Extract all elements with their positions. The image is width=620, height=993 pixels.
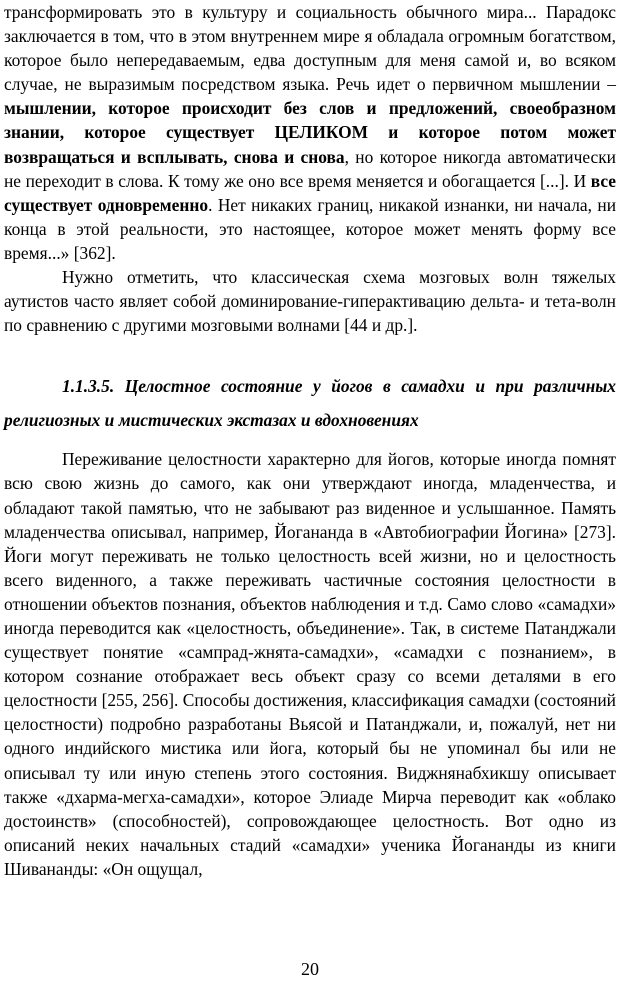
section-number: 1.1.3.5. [62,376,115,397]
paragraph-continued-quote [4,0,616,265]
paragraph-brain-waves: Нужно отметить, что классическая схема мозговых волн тяжелых аутистов часто являет собой доминирование-гиперактивацию дельта- и тета-волн по сравнению с другими мозговыми волнами [44 и др.]. [4,267,616,336]
document-page [4,0,616,993]
section-title: Целостное состояние у йогов в самадхи и при различных религиозных и мистических экстазах и вдохновениях [4,376,616,431]
paragraph-yogis: Переживание целостности характерно для йогов, которые иногда помнят всю свою жизнь до самого, как они утверждают иногда, младенчества, и обладают такой памятью, что не забывают раз виденное и услышанное. Память младенчества описывал, например, Йогананда в «Автобиографии Йогина» [273]. Йоги могут переживать не только целостность всей жизни, но и целостность всего виденного, а также переживать частичные состояния целостности в отношении объектов познания, объектов наблюдения и т.д. Само слово «самадхи» иногда переводится как «целостность, объединение». Так, в системе Патанджали существует понятие «сампрад-жнята-самадхи», «самадхи с познанием», в котором сознание отображает весь объект сразу со всеми деталями в его целостности [255, 256]. Способы достижения, классификация самадхи (состояний целостности) подробно разработаны Вьясой и Патанджали, и, пожалуй, нет ни одного индийского мистика или йога, который бы не упоминал бы или не описывал ту или иную степень этого состояния. Виджнянабхикшу описывает также «дхарма-мегха-самадхи», которое Элиаде Мирча переводит как «облако достоинств» (способностей), сопровождающее целостность. Вот одно из описаний неких начальных стадий «самадхи» ученика Йогананды из книги Шивананды: «Он ощущал, [4,449,616,879]
section-heading [4,369,616,437]
quote-text-1: трансформировать это в культуру и социальность обычного мира... Парадокс заключается в том, что в этом внутреннем мире я обладала огромным богатством, которое было непередаваемым, едва доступным для меня самой и, во всяком случае, не выразимым посредством языка. Речь идет о первичном мышлении – [4,2,616,95]
quote-bold-2: все существует одновременно [4,170,616,215]
quote-text-3: . Нет никаких границ, никакой изнанки, ни начала, ни конца в этой реальности, это настоящее, которое может менять форму все время...» [362]. [4,194,617,263]
page-number: 20 [301,959,319,979]
quote-text-2: , но которое никогда автоматически не переходит в слова. К тому же оно все время меняется и обогащается [...]. И [4,146,616,191]
quote-bold-1: мышлении, которое происходит без слов и предложений, своеобразном знании, которое существует ЦЕЛИКОМ и которое потом может возвращаться и всплывать, снова и снова [4,98,616,167]
body-text [4,0,616,881]
